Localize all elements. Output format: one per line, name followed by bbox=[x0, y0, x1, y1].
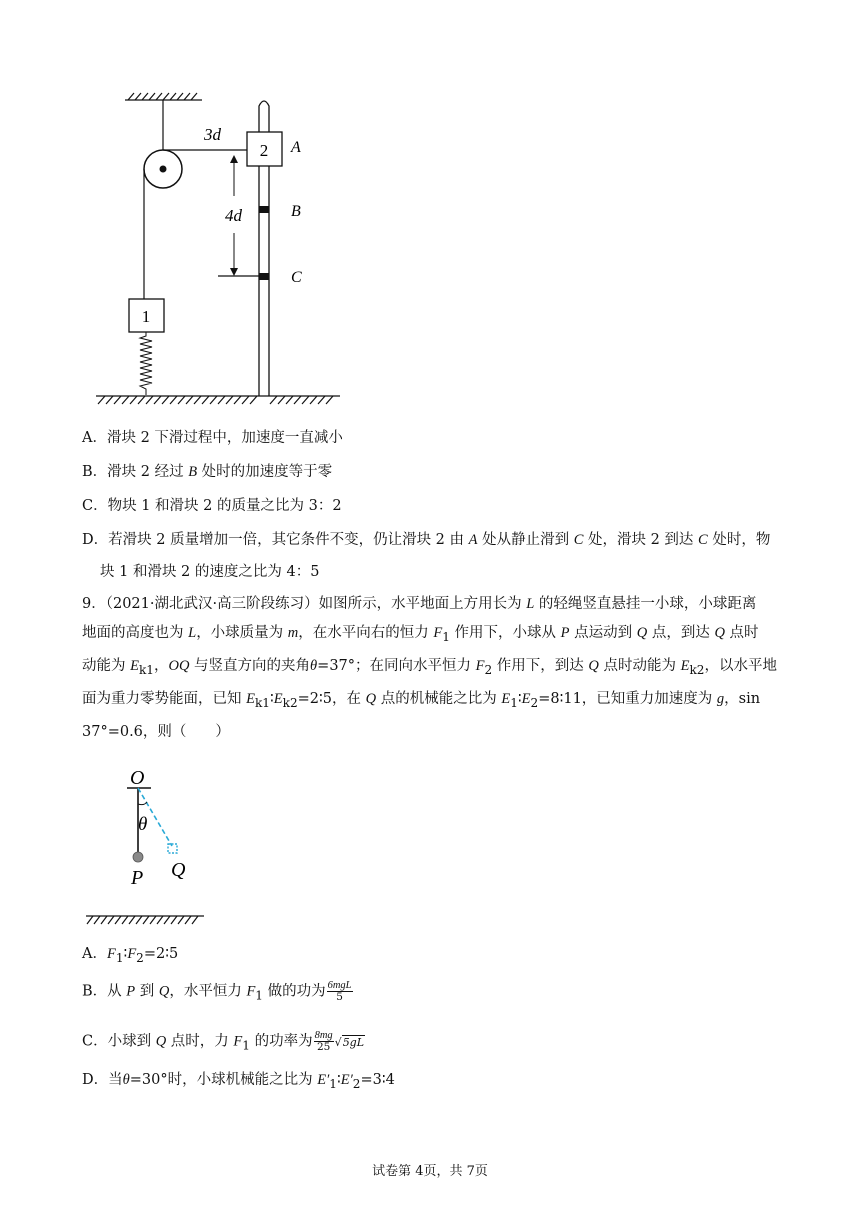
q9-option-d[interactable]: D．当θ=30°时，小球机械能之比为 $E'_1∶E'_2=3∶4$ bbox=[82, 1072, 395, 1091]
q8-option-d-line2: 块 1 和滑块 2 的速度之比为 4：5 bbox=[100, 564, 320, 580]
label-theta: θ bbox=[138, 814, 148, 835]
q8-option-b[interactable]: B．滑块 2 经过 B 处时的加速度等于零 bbox=[82, 464, 333, 480]
spring bbox=[140, 332, 152, 395]
q9-option-a[interactable]: A．$F_1∶F_2=2∶5$ bbox=[82, 946, 179, 965]
label-p: P bbox=[131, 867, 144, 889]
marker-c bbox=[259, 273, 269, 280]
q9-option-b[interactable]: B．从 P 到 Q，水平恒力 $F_1$ 做的功为 $\frac{\text{6mgL}}{5}$ bbox=[82, 980, 352, 1003]
q9-stem: 9．（2021·湖北武汉·高三阶段练习）如图所示，水平地面上方用长为 L 的轻绳竖直悬挂一小球，小球距离 地面的高度也为 L，小球质量为 m，在水平向右的恒力 $F_1$ 作用下，小球从 P 点运动到 Q 点，到达 Q 点时 动能为 $E_{k1}$，OQ 与竖直方向的夹角θ=37°；在同向水平恒力 $F_2$ 作用下，到达 Q 点时动能为 $E_{k2}$，以水平地 面为重力零势能面，已知 $E_{k1}∶E_{k2}=2∶5$，在 Q 点的机械能之比为 $E_1∶E_2=8∶11$，已知重力加速度为 g，sin 37°=0.6，则（ ） bbox=[82, 596, 777, 740]
fraction-8mg-25: $\frac{8mg}{25}$ bbox=[314, 1030, 333, 1053]
label-b: B bbox=[291, 203, 301, 220]
ground-hatch-2 bbox=[86, 916, 204, 924]
pendulum-figure bbox=[0, 760, 860, 960]
q8-option-d[interactable]: D．若滑块 2 质量增加一倍，其它条件不变，仍让滑块 2 由 A 处从静止滑到 C 处，滑块 2 到达 C 处时，物 bbox=[82, 532, 771, 548]
marker-b bbox=[259, 206, 269, 213]
sqrt-5gl: √5gL bbox=[334, 1035, 365, 1049]
pulley-rail-figure bbox=[0, 0, 860, 420]
label-a: A bbox=[291, 139, 301, 156]
label-q: Q bbox=[171, 859, 186, 881]
ball-p bbox=[133, 852, 143, 862]
label-4d: 4d bbox=[225, 206, 242, 225]
label-3d: 3d bbox=[204, 125, 221, 144]
fraction-6mgl-5: $\frac{\text{6mgL}}{5}$ bbox=[327, 980, 352, 1003]
ceiling-hatch bbox=[125, 93, 202, 100]
ground-hatch bbox=[96, 396, 340, 404]
label-o: O bbox=[130, 767, 145, 789]
q9-option-c[interactable]: C．小球到 Q 点时，力 $F_1$ 的功率为 $\frac{8mg}{25}$ √5gL bbox=[82, 1030, 365, 1053]
q8-option-a[interactable]: A．滑块 2 下滑过程中，加速度一直减小 bbox=[82, 430, 343, 446]
block-2-label: 2 bbox=[259, 141, 269, 160]
q8-option-c[interactable]: C．物块 1 和滑块 2 的质量之比为 3：2 bbox=[82, 498, 342, 514]
page-footer: 试卷第 4页，共 7页 bbox=[372, 1164, 488, 1179]
label-c: C bbox=[291, 269, 302, 286]
block-1-label: 1 bbox=[141, 307, 151, 326]
